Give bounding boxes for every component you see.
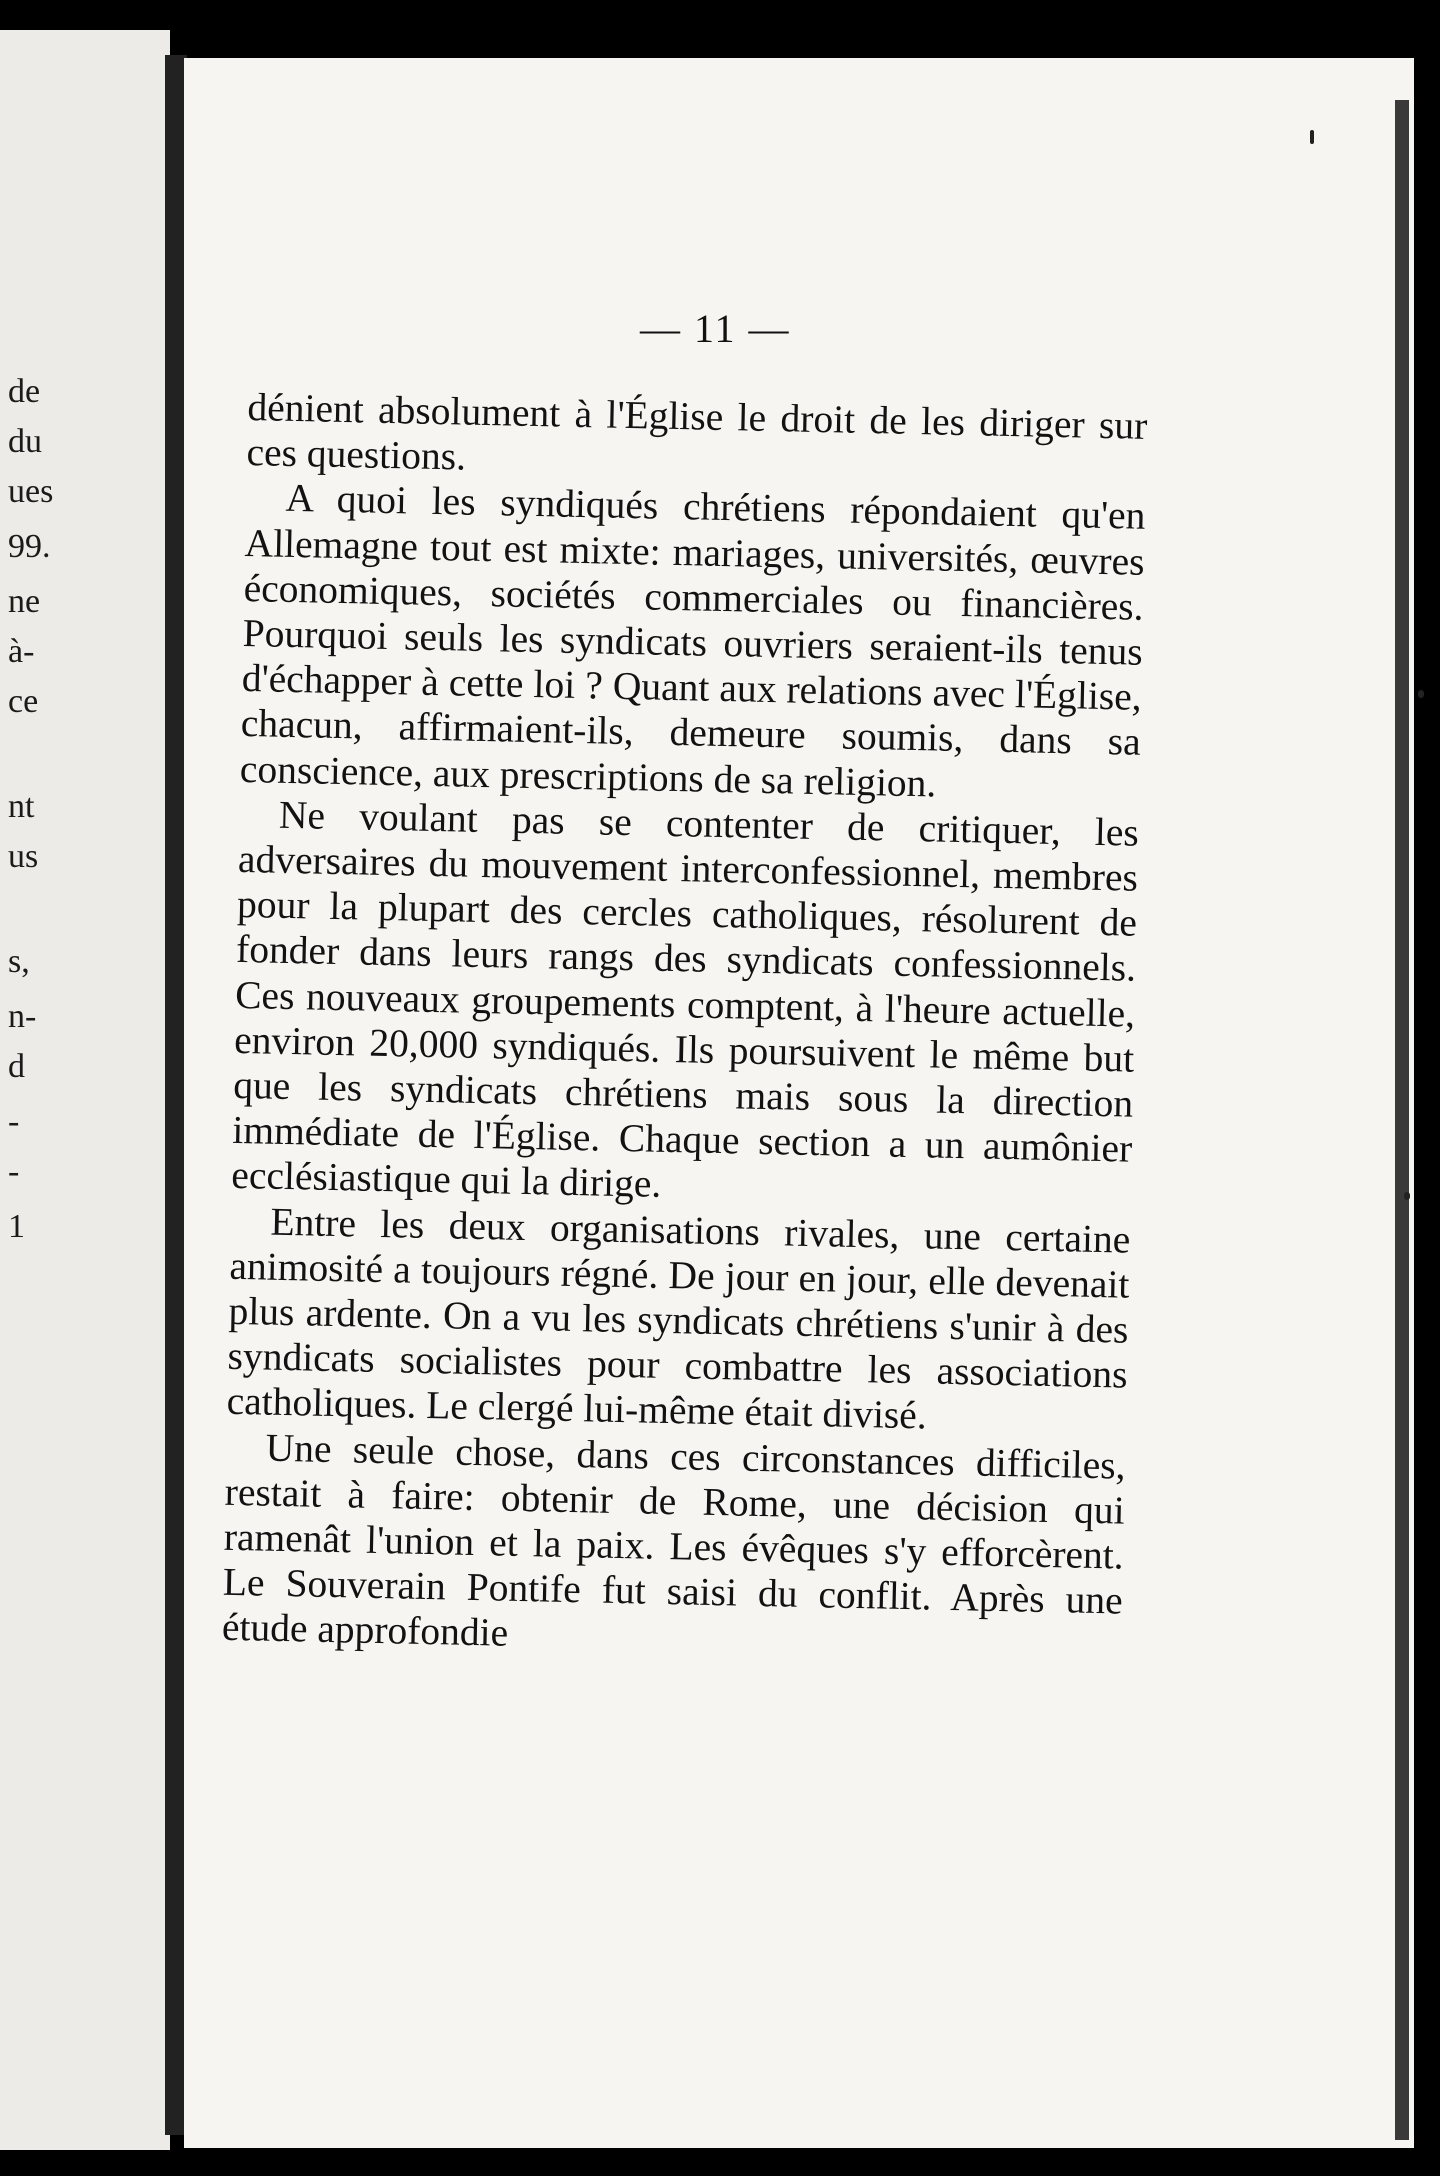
left-fragment: ce xyxy=(8,683,39,720)
dust-speck xyxy=(1404,1192,1410,1200)
left-fragment: 99. xyxy=(8,528,51,565)
dust-speck xyxy=(1310,130,1314,144)
paragraph: Entre les deux organisations rivales, une certaine animosité a toujours régné. De jour en jour, elle devenait plus ardente. On a vu les syndicats chrétiens s'unir à des syndicats socialistes pour combattre les associations catholiques. Le clergé lui-même était divisé. xyxy=(226,1199,1131,1438)
paragraph: Ne voulant pas se contenter de critiquer, les adversaires du mouvement interconfessionnel, membres pour la plupart des cercles catholiques, résolurent de fonder dans leurs rangs des syndicats confessionnels. Ces nouveaux groupements comptent, à l'heure actuelle, environ 20,000 syndiqués. Ils poursuivent le même but que les syndicats chrétiens mais sous la direction immédiate de l'Église. Chaque section a un aumônier ecclésiastique qui la dirige. xyxy=(230,792,1140,1207)
left-fragment: ne xyxy=(8,583,41,620)
paragraph: Une seule chose, dans ces circonstances difficiles, restait à faire: obtenir de Rome, une décision qui ramenât l'union et la paix. Les évêques s'y efforcèrent. Le Souverain Pontife fut saisi du conflit. Après une étude approfondie xyxy=(221,1425,1127,1656)
left-fragment: ues xyxy=(8,473,54,510)
left-fragment: - xyxy=(8,1103,20,1140)
page-edge xyxy=(1395,100,1409,2140)
left-fragment: du xyxy=(8,423,42,460)
left-fragment: de xyxy=(8,373,41,410)
left-fragment: - xyxy=(8,1153,20,1190)
paragraph: dénient absolument à l'Église le droit de les diriger sur ces questions. xyxy=(246,385,1148,479)
left-fragment: à- xyxy=(8,633,35,670)
left-fragment: 1 xyxy=(8,1208,25,1245)
page-number: — 11 — xyxy=(640,306,791,351)
dust-speck xyxy=(1418,690,1424,698)
paragraph: A quoi les syndiqués chrétiens répondaient qu'en Allemagne tout est mixte: mariages, universités, œuvres économiques, sociétés commerciales ou financières. Pourquoi seuls les syndicats ouvriers seraient-ils tenus d'échapper à cette loi ? Quant aux relations avec l'Église, chacun, affirmaient-ils, demeure soumis, dans sa conscience, aux prescriptions de sa religion. xyxy=(239,476,1146,806)
left-fragment: us xyxy=(8,838,39,875)
left-page xyxy=(0,30,170,2150)
left-fragment: nt xyxy=(8,788,35,825)
left-fragment: s, xyxy=(8,943,30,980)
left-fragment: n- xyxy=(8,998,37,1035)
body-text xyxy=(221,385,1147,1669)
left-fragment: d xyxy=(8,1048,25,1085)
